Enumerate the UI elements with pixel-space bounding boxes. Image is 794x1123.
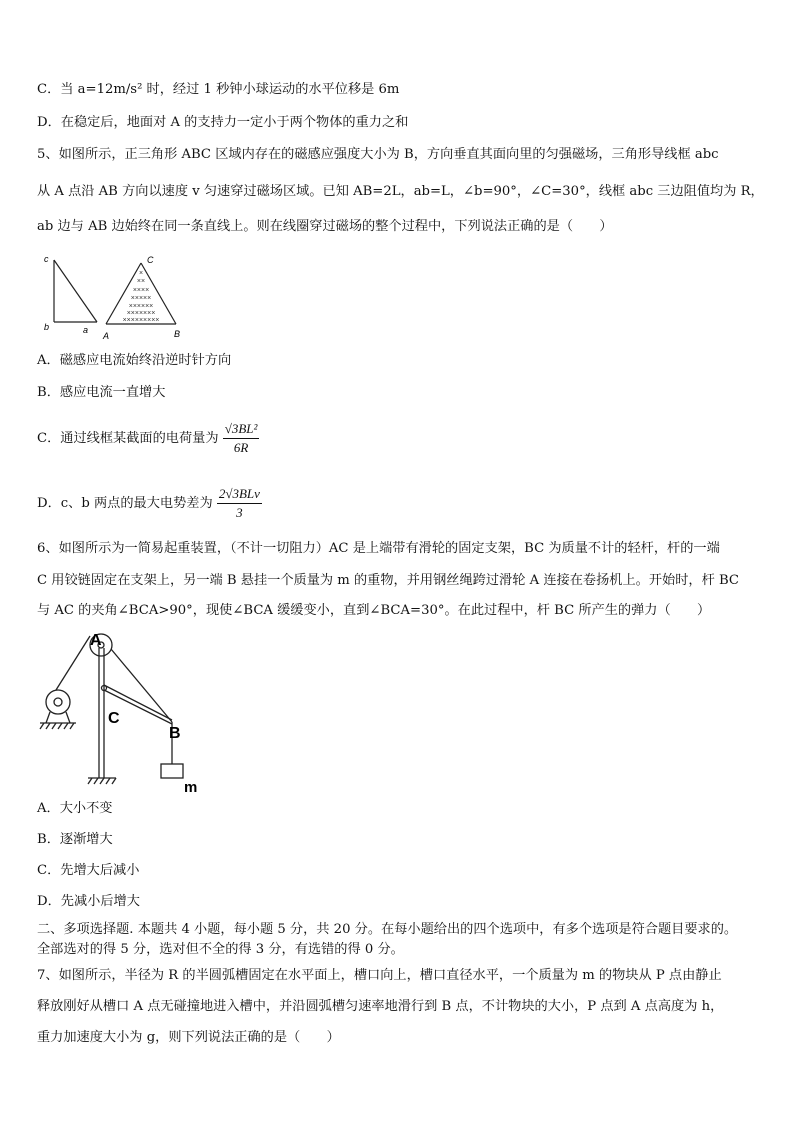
- q7-stem-line-2: 释放刚好从槽口 A 点无碰撞地进入槽中，并沿圆弧槽匀速率地滑行到 B 点，不计物块的大小，P 点到 A 点高度为 h，: [37, 999, 724, 1014]
- q6-figure: [38, 628, 213, 798]
- q5-option-a: A．磁感应电流始终沿逆时针方向: [37, 353, 232, 368]
- q5-option-d-text: D．c、b 两点的最大电势差为: [37, 496, 213, 511]
- fig6-label-C: C: [108, 710, 120, 727]
- fig5-label-a: a: [83, 325, 89, 335]
- fraction-numerator: 2√3BLv: [217, 485, 262, 504]
- q6-stem-line-2: C 用铰链固定在支架上，另一端 B 悬挂一个质量为 m 的重物，并用钢丝绳跨过滑轮 A 连接在卷扬机上。开始时，杆 BC: [37, 573, 739, 588]
- voltage-fraction: [217, 485, 262, 522]
- field-row: ××: [136, 278, 146, 285]
- q6-option-d: D．先减小后增大: [37, 894, 140, 909]
- q4-option-d: D．在稳定后，地面对 A 的支持力一定小于两个物体的重力之和: [37, 115, 409, 130]
- fig6-label-B: B: [169, 725, 181, 742]
- q4-option-c: C．当 a=12m/s² 时，经过 1 秒钟小球运动的水平位移是 6m: [37, 82, 400, 97]
- fig5-label-c: c: [44, 254, 49, 264]
- q6-stem-line-3: 与 AC 的夹角∠BCA>90°，现使∠BCA 缓缓变小，直到∠BCA=30°。在此过程中，杆 BC 所产生的弹力（ ）: [37, 603, 711, 618]
- fig5-label-b: b: [44, 322, 50, 332]
- fig6-label-m: m: [184, 779, 198, 796]
- q6-option-c: C．先增大后减小: [37, 863, 140, 878]
- q6-option-a: A．大小不变: [37, 801, 113, 816]
- charge-fraction: [223, 420, 260, 457]
- q5-stem-line-2: 从 A 点沿 AB 方向以速度 v 匀速穿过磁场区域。已知 AB=2L，ab=L，∠b=90°，∠C=30°，线框 abc 三边阻值均为 R，: [37, 184, 764, 199]
- field-row: ×××××××××: [122, 317, 160, 324]
- q5-stem-line-3: ab 边与 AB 边始终在同一条直线上。则在线圈穿过磁场的整个过程中，下列说法正确的是（ ）: [37, 219, 613, 234]
- fig5-label-A: A: [103, 331, 110, 341]
- fig5-label-B: B: [174, 329, 181, 339]
- q5-option-c: [37, 420, 259, 457]
- section-2-heading-line-1: 二、多项选择题. 本题共 4 小题，每小题 5 分，共 20 分。在每小题给出的四个选项中，有多个选项是符合题目要求的。: [37, 922, 738, 937]
- q7-stem-line-1: 7、如图所示，半径为 R 的半圆弧槽固定在水平面上，槽口向上，槽口直径水平，一个质量为 m 的物块从 P 点由静止: [37, 968, 722, 983]
- fraction-numerator: √3BL²: [223, 420, 260, 439]
- field-row: ×××××: [130, 295, 152, 302]
- fraction-denominator: 3: [236, 505, 243, 520]
- q6-option-b: B．逐渐增大: [37, 832, 113, 847]
- q5-figure: [40, 250, 200, 345]
- q5-option-d: [37, 485, 262, 522]
- fig5-label-C: C: [147, 255, 154, 265]
- q5-option-c-text: C．通过线框某截面的电荷量为: [37, 431, 219, 446]
- q5-stem-line-1: 5、如图所示，正三角形 ABC 区域内存在的磁感应强度大小为 B，方向垂直其面向里的匀强磁场，三角形导线框 abc: [37, 147, 719, 162]
- field-row: ×: [138, 270, 144, 277]
- fraction-denominator: 6R: [233, 440, 249, 455]
- q6-stem-line-1: 6、如图所示为一简易起重装置，（不计一切阻力）AC 是上端带有滑轮的固定支架，BC 为质量不计的轻杆，杆的一端: [37, 541, 720, 556]
- q5-option-b: B．感应电流一直增大: [37, 385, 166, 400]
- section-2-heading-line-2: 全部选对的得 5 分，选对但不全的得 3 分，有选错的得 0 分。: [37, 942, 404, 957]
- fig6-label-A: A: [90, 632, 102, 649]
- q7-stem-line-3: 重力加速度大小为 g，则下列说法正确的是（ ）: [37, 1030, 340, 1045]
- field-row: ××××××: [128, 303, 154, 310]
- field-row: ×××××××: [126, 310, 156, 317]
- field-row: ××××: [132, 287, 150, 294]
